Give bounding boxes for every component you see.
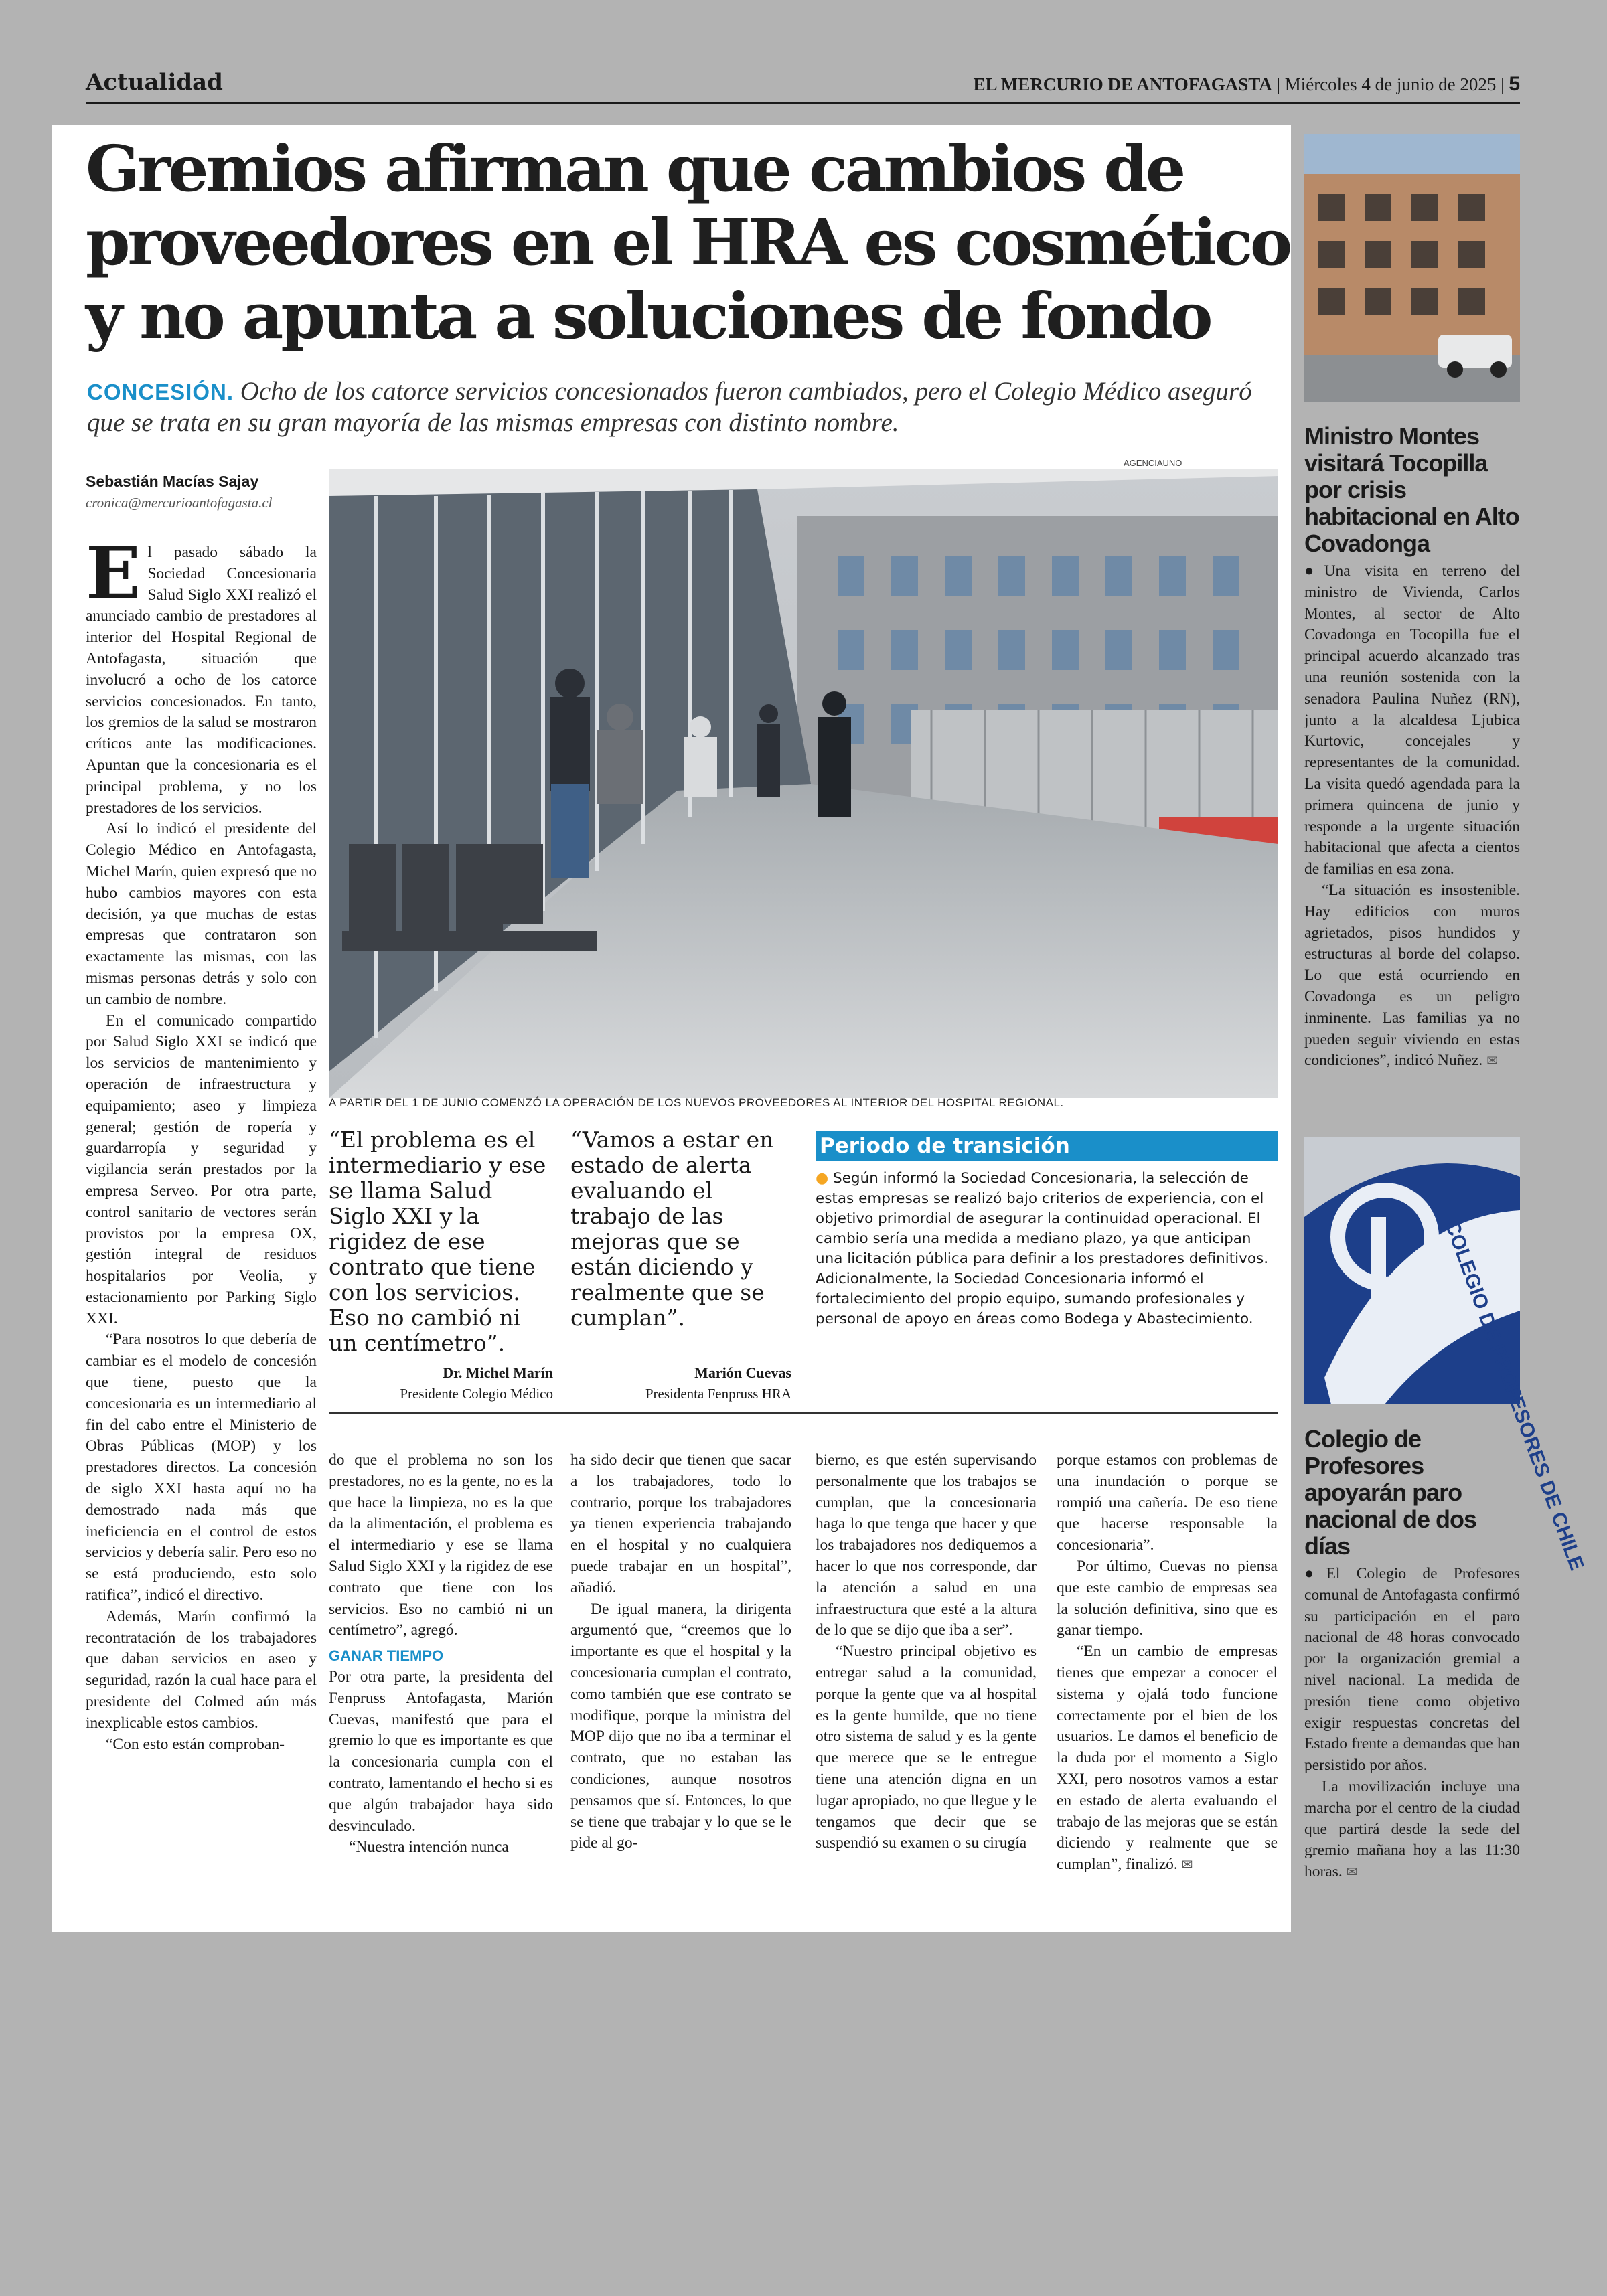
paragraph: “Para nosotros lo que debería de cambiar es el modelo de concesión que tiene, puesto que la concesionaria es un intermediario al fin del cabo entre el Ministerio de Obras Públicas (MOP) y los prestadores directos. La concesión de siglo XXI hasta aquí no ha demostrado nada más que ineficiencia en el control de estos servicios y debería salir. Pero eso no se está produciendo, esto solo ratifica”, indicó el directivo. xyxy=(86,1331,317,1605)
end-mark-icon: ✉ xyxy=(1181,1856,1193,1873)
sidebar-story-2-text xyxy=(1304,1564,1520,1883)
hospital-walkway-image xyxy=(329,469,1278,1098)
quote-2-author: Marión Cuevas xyxy=(694,1364,791,1381)
paragraph: La movilización incluye una marcha por el centro de la ciudad que partirá desde la sede del gremio mañana hoy a las 11:30 horas. ✉ xyxy=(1304,1777,1520,1881)
page-header xyxy=(86,64,1520,104)
paragraph: ●Una visita en terreno del ministro de Vivienda, Carlos Montes, al sector de Alto Covadonga en Tocopilla fue el principal acuerdo alcanzado tras una reunión sostenida con la senadora Paulina Nuñez (RN), junto a la alcaldesa Ljubica Kurtovic, concejales y representantes de la comunidad. La visita quedó agendada para la primera quincena de junio y responde a la urgente situación habitacional que afecta a cientos de familias en esa zona. xyxy=(1304,562,1520,878)
hospital-photo xyxy=(329,469,1278,1098)
divider xyxy=(329,1412,1278,1414)
paragraph: Así lo indicó el presidente del Colegio Médico en Antofagasta, Michel Marín, quien expresó que no hubo cambios mayores con esta decisión, ya que muchas de estas empresas que contrataron son exactamente las mismas, con las mismas personas detrás y solo con un cambio de nombre. xyxy=(86,820,317,1008)
photo-credit: AGENCIAUNO xyxy=(1124,458,1182,468)
article-dek xyxy=(87,376,1266,438)
main-article xyxy=(52,125,1291,1932)
dek-text: Ocho de los catorce servicios concesionados fueron cambiados, pero el Colegio Médico aseguró que se trata en su gran mayoría de las mismas empresas con distinto nombre. xyxy=(87,377,1252,437)
sidebar-photo-building xyxy=(1304,134,1520,402)
paragraph: “Nuestra intención nunca xyxy=(349,1838,509,1856)
page-number: 5 xyxy=(1509,73,1520,95)
flag-lettering: COLEGIO DE PROFESORES DE CHILE xyxy=(1440,1218,1588,1574)
paragraph: De igual manera, la dirigenta argumentó que, “creemos que lo importante es que el hospital y la concesionaria cumplan el contrato, como también que ese contrato se modifique, porque la ministra del MOP dijo que no iba a terminar el contrato, que no estaban las condiciones, aunque nosotros pensamos que sí. Entonces, lo que se tiene que trabajar y lo que se le pide al go- xyxy=(570,1600,791,1852)
issue-date: Miércoles 4 de junio de 2025 xyxy=(1284,74,1497,94)
paragraph: bierno, es que estén supervisando personalmente que los trabajos se cumplan, que la concesionaria haga lo que tenga que hacer y que los trabajadores nos dediquemos a hacer lo que nos corresponde, dar la atención a salud en una infraestructura que esté a la altura de lo que se dijo que iba a ser”. xyxy=(816,1451,1037,1639)
quote-1-author: Dr. Michel Marín xyxy=(443,1364,553,1381)
paragraph: El pasado sábado la Sociedad Concesionaria Salud Siglo XXI realizó el anunciado cambio de prestadores al interior del Hospital Regional de Antofagasta, situación que involucró a ocho de los catorce servicios concesionados. En tanto, los gremios de la salud se mostraron críticos ante las modificaciones. Apuntan que la concesionaria es el principal problema, y no los prestadores de los servicios. xyxy=(86,531,317,817)
masthead: EL MERCURIO DE ANTOFAGASTA | Miércoles 4 de junio de 2025 | 5 xyxy=(973,73,1520,95)
transition-box-title: Periodo de transición xyxy=(816,1131,1278,1161)
article-column-2 xyxy=(329,1450,553,1858)
quote-2-role: Presidenta Fenpruss HRA xyxy=(645,1386,791,1402)
end-mark-icon: ✉ xyxy=(1486,1052,1498,1069)
paragraph: “Nuestro principal objetivo es entregar salud a la comunidad, porque la gente que va al hospital es la gente humilde, que no tiene otro sistema de salud y es la gente que merece que se le entregue tiene una atención digna en un lugar apropiado, no que llegue y le tengamos que decir que se suspendió su examen o su cirugía xyxy=(816,1643,1037,1852)
building-image xyxy=(1304,134,1520,402)
photo-caption: A PARTIR DEL 1 DE JUNIO COMENZÓ LA OPERACIÓN DE LOS NUEVOS PROVEEDORES AL INTERIOR DEL HOSPITAL REGIONAL. xyxy=(329,1096,1064,1109)
end-mark-icon: ✉ xyxy=(1346,1864,1358,1880)
article-column-5 xyxy=(1057,1450,1278,1876)
sidebar-headline-1: Ministro Montes visitará Tocopilla por crisis habitacional en Alto Covadonga xyxy=(1304,422,1519,557)
article-headline: Gremios afirman que cambios de proveedores en el HRA es cosmético y no apunta a soluciones de fondo xyxy=(86,132,1290,353)
paragraph: ha sido decir que tienen que sacar a los trabajadores, todo lo contrario, porque los trabajadores ya tienen experiencia trabajando en el hospital y no cualquiera puede trabajar en un hospital”, añadió. xyxy=(570,1451,791,1596)
paragraph: “En un cambio de empresas tienes que empezar a conocer el sistema y ojalá todo funcione correctamente por el bien de los usuarios. Le damos el beneficio de la duda por el momento a Siglo XXI, pero nosotros vamos a estar en estado de alerta evaluando el trabajo de las mejoras que se están diciendo y realmente que se cumplan”, finalizó. ✉ xyxy=(1057,1643,1278,1874)
paragraph: porque estamos con problemas de una inundación o porque se rompió una cañería. De eso tiene que hacerse responsable la concesionaria”. xyxy=(1057,1451,1278,1554)
paragraph: Por último, Cuevas no piensa que este cambio de empresas sea la solución definitiva, sino que es ganar tiempo. xyxy=(1057,1557,1278,1639)
paragraph: Por otra parte, la presidenta del Fenpruss Antofagasta, Marión Cuevas, manifestó que para el gremio lo que es importante es que la concesionaria cumpla con el contrato, lamentando el hecho si es que algún trabajador haya sido desvinculado. xyxy=(329,1667,553,1835)
paragraph: “La situación es insostenible. Hay edificios con muros agrietados, pisos hundidos y estructuras al borde del colapso. Lo que está ocurriendo en Covadonga es un peligro inminente. Las familias ya no pueden seguir viviendo en estas condiciones”, indicó Nuñez. ✉ xyxy=(1304,881,1520,1070)
section-name: Actualidad xyxy=(86,69,223,96)
paragraph: En el comunicado compartido por Salud Siglo XXI se indicó que los servicios de mantenimiento y operación de infraestructura y equipamiento; aseo y limpieza general; gestión de ropería y guardarropía y seguridad y vigilancia serán prestados por la empresa Serveo. Por otra parte, control sanitario de vectores serán provistos por la empresa OX, gestión integral de residuos hospitalarios por Veolia, y estacionamiento por Parking Siglo XXI. xyxy=(86,1011,317,1327)
bullet-icon: ● xyxy=(816,1170,829,1187)
newspaper-name: EL MERCURIO DE ANTOFAGASTA xyxy=(973,74,1272,94)
sidebar-story-1-text xyxy=(1304,561,1520,1072)
article-column-3 xyxy=(570,1450,791,1854)
pull-quote-1: “El problema es el intermediario y ese se llama Salud Siglo XXI y la rigidez de ese contrato que tiene con los servicios. Eso no cambió ni un centímetro”. xyxy=(329,1127,546,1356)
transition-box-body: ● Según informó la Sociedad Concesionaria, la selección de estas empresas se realizó bajo criterios de experiencia, con el objetivo primordial de asegurar la continuidad operacional. El cambio sería una medida a mediano plazo, ya que anticipan una licitación pública para definir a los prestadores definitivos. Adicionalmente, la Sociedad Concesionaria informó el fortalecimiento del propio equipo, sumando profesionales y personal de apoyo en áreas como Bodega y Abastecimiento. xyxy=(816,1170,1269,1327)
drop-cap: E xyxy=(86,531,141,616)
paragraph: do que el problema no son los prestadores, no es la gente, no es la que hace la limpieza, no es la que da la alimentación, el problema es el intermediario y ese se llama Salud Siglo XXI y la rigidez de ese contrato que tiene con los servicios. Eso no cambió ni un centímetro”, agregó. xyxy=(329,1451,553,1639)
quote-1-role: Presidente Colegio Médico xyxy=(400,1386,553,1402)
paragraph: Además, Marín confirmó la recontratación de los trabajadores que daban servicios en aseo y seguridad, razón la cual hace para el presidente del Colmed aún más inexplicable estos cambios. xyxy=(86,1607,317,1732)
subhead: GANAR TIEMPO xyxy=(329,1647,444,1665)
article-column-1 xyxy=(86,531,317,1755)
paragraph: “Con esto están comproban- xyxy=(106,1735,285,1753)
pull-quote-2: “Vamos a estar en estado de alerta evaluando el trabajo de las mejoras que se están diciendo y realmente que se cumplan”. xyxy=(570,1127,774,1331)
kicker: CONCESIÓN. xyxy=(87,380,234,404)
article-column-4 xyxy=(816,1450,1037,1854)
bullet-icon: ● xyxy=(1304,562,1324,580)
byline: Sebastián Macías Sajay xyxy=(86,473,259,490)
bullet-icon: ● xyxy=(1304,1565,1326,1582)
sidebar-headline-2: Colegio de Profesores apoyarán paro nacional de dos días xyxy=(1304,1425,1477,1560)
paragraph: ●El Colegio de Profesores comunal de Antofagasta confirmó su participación en el paro nacional de 48 horas convocado por la organización gremial a nivel nacional. La medida de presión tiene como objetivo exigir respuestas concretas del Estado frente a demandas que han persistido por años. xyxy=(1304,1565,1520,1775)
byline-email: cronica@mercurioantofagasta.cl xyxy=(86,495,273,511)
